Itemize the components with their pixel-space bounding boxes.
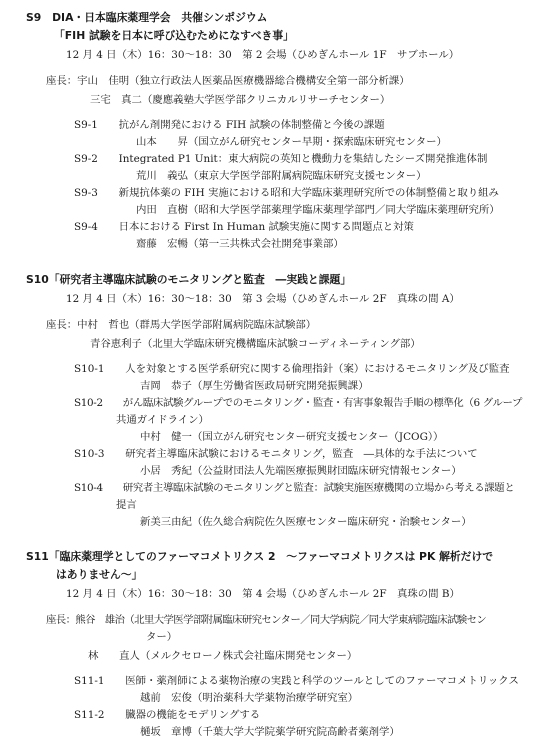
text-line: 林 直人（メルクセローノ株式会社臨床開発センター） — [88, 650, 358, 662]
text-line: 三宅 真二（慶應義塾大学医学部クリニカルリサーチセンター） — [90, 94, 391, 106]
text-line: S10-4 研究者主導臨床試験のモニタリングと監査：試験実施医療機関の立場から考える課題と — [74, 482, 515, 494]
text-line: S9-4 日本における First In Human 試験実施に関する問題点と対策 — [74, 221, 414, 233]
text-line: S9-1 抗がん剤開発における FIH 試験の体制整備と今後の課題 — [74, 119, 385, 131]
text-line: S10-1 人を対象とする医学系研究に関する倫理指針（案）におけるモニタリング及び監査 — [74, 363, 510, 375]
text-line: 座長：宇山 佳明（独立行政法人医薬品医療機器総合機構安全第一部分析課） — [46, 75, 410, 87]
text-line: 12 月 4 日（木）16：30〜18：30 第 3 会場（ひめぎんホール 2F 真珠の間 A） — [66, 293, 460, 305]
text-line: 山本 昇（国立がん研究センター早期・探索臨床研究センター） — [136, 136, 447, 148]
text-line: 荒川 義弘（東京大学医学部附属病院臨床研究支援センター） — [136, 170, 427, 182]
text-line: 内田 直樹（昭和大学医学部薬理学臨床薬理学部門／同大学臨床薬理研究所） — [136, 204, 500, 216]
text-line: 共通ガイドライン） — [116, 414, 209, 426]
text-line: ター） — [146, 631, 178, 643]
section-heading: S11「臨床薬理学としてのファーマコメトリクス 2 〜ファーマコメトリクスは PK 解析だけで — [26, 550, 494, 563]
text-line: S11-2 臓器の機能をモデリングする — [74, 709, 261, 721]
section-title: 「FIH 試験を日本に呼び込むためになすべき事」 — [54, 29, 294, 42]
section-heading: S9 DIA・日本臨床薬理学会 共催シンポジウム — [26, 11, 268, 24]
text-line: S10-2 がん臨床試験グループでのモニタリング・監査・有害事象報告手順の標準化（6 グループ — [74, 397, 523, 409]
text-line: 青谷恵利子（北里大学臨床研究機構臨床試験コーディネーティング部） — [90, 338, 421, 350]
text-line: 12 月 4 日（木）16：30〜18：30 第 4 会場（ひめぎんホール 2F 真珠の間 B） — [66, 588, 460, 600]
text-line: 座長：中村 哲也（群馬大学医学部附属病院臨床試験部） — [46, 319, 317, 331]
text-line: 小居 秀紀（公益財団法人先端医療振興財団臨床研究情報センター） — [140, 465, 462, 477]
text-line: S9-2 Integrated P1 Unit：東大病院の英知と機動力を集結したシーズ開発推進体制 — [74, 153, 488, 165]
text-line: 越前 宏俊（明治薬科大学薬物治療学研究室） — [140, 692, 359, 704]
text-line: 中村 健一（国立がん研究センター研究支援センター（JCOG）） — [140, 431, 444, 443]
text-line: S11-1 医師・薬剤師による薬物治療の実践と科学のツールとしてのファーマコメトリックス — [74, 675, 519, 687]
text-line: S10-3 研究者主導臨床試験におけるモニタリング，監査 ―具体的な手法について — [74, 448, 478, 460]
text-line: 齋藤 宏暢（第一三共株式会社開発事業部） — [136, 238, 344, 250]
section-heading: S10「研究者主導臨床試験のモニタリングと監査 ―実践と課題」 — [26, 273, 352, 286]
text-line: 提言 — [116, 499, 137, 511]
text-line: 新美三由紀（佐久総合病院佐久医療センター臨床研究・治験センター） — [140, 516, 472, 528]
text-line: S9-3 新規抗体薬の FIH 実施における昭和大学臨床薬理研究所での体制整備と取り組み — [74, 187, 499, 199]
section-title: はありません〜」 — [56, 568, 143, 581]
text-line: 座長：熊谷 雄治（北里大学医学部附属臨床研究センター／同大学病院／同大学東病院臨床試験セン — [46, 614, 487, 626]
text-line: 樋坂 章博（千葉大学大学院薬学研究院高齢者薬剤学） — [140, 726, 400, 738]
text-line: 吉岡 恭子（厚生労働省医政局研究開発振興課） — [140, 380, 369, 392]
text-line: 12 月 4 日（木）16：30〜18：30 第 2 会場（ひめぎんホール 1F サブホール） — [66, 49, 460, 61]
